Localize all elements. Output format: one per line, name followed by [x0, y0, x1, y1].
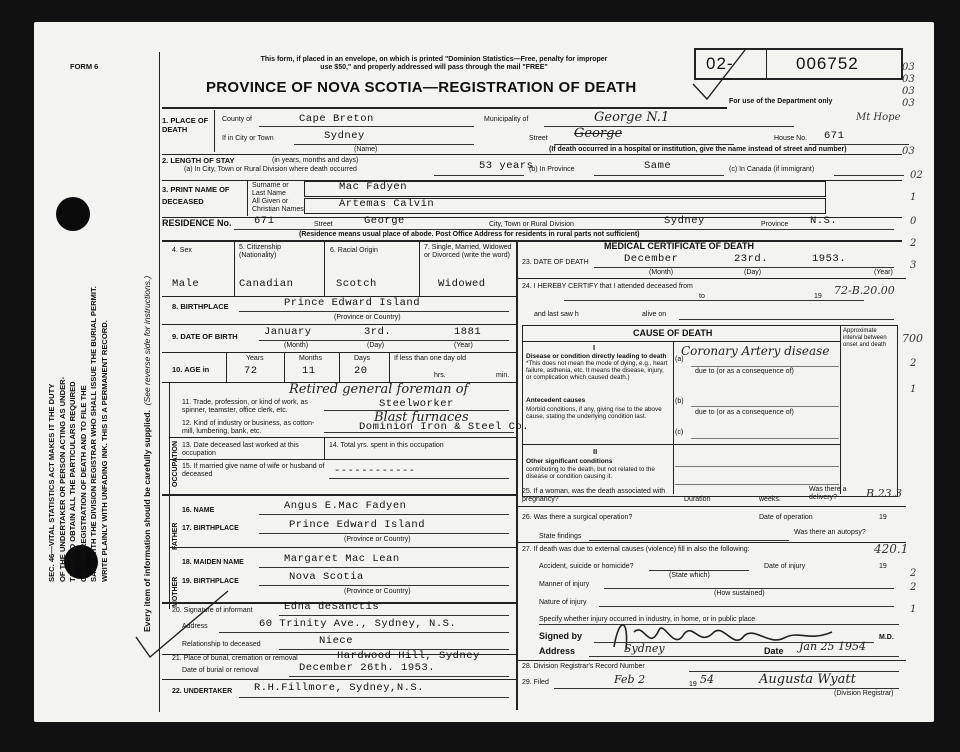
autopsy-label: Was there an autopsy? — [794, 529, 866, 536]
street-label: Street — [529, 135, 548, 142]
antecedent-sub: Morbid conditions, if any, giving rise to the above cause, stating the underlying condition last. — [526, 406, 662, 420]
right-margin-code: 03 — [902, 74, 915, 85]
q27-year: 19 — [879, 563, 887, 570]
industry-value: Dominion Iron & Steel Co. — [359, 421, 530, 433]
hrs-label: hrs. — [434, 372, 446, 379]
disease-label: Disease or condition directly leading to death — [526, 353, 667, 360]
department-use: For use of the Department only — [729, 98, 833, 105]
alive-on-label: alive on — [642, 311, 667, 318]
stay-province-label: (b) In Province — [529, 166, 575, 173]
sex-value: Male — [172, 278, 200, 290]
marital-label: 7. Single, Married, Widowed or Divorced (write the word) — [424, 244, 512, 259]
residence-city: Sydney — [664, 215, 705, 227]
right-margin-code: 1 — [910, 604, 917, 615]
marital-value: Widowed — [438, 278, 486, 290]
municipality-label: Municipality of — [484, 116, 529, 123]
signed-date: Jan 25 1954 — [799, 640, 867, 653]
death-year-sub: (Year) — [874, 269, 893, 276]
cert-codes: 72-B.20.00 — [834, 284, 895, 297]
mother-section-label: MOTHER — [172, 576, 179, 607]
burial-date: December 26th. 1953. — [299, 662, 436, 674]
punch-hole — [56, 197, 90, 231]
mother-birthplace: Nova Scotia — [289, 571, 364, 583]
burial-place-label: 21. Place of burial, cremation or removal — [172, 655, 298, 662]
residence-label: RESIDENCE No. — [162, 218, 232, 228]
trade-label: 11. Trade, profession, or kind of work, as spinner, teamster, office clerk, etc. — [182, 399, 308, 414]
right-margin-code: 3 — [910, 260, 917, 271]
spouse-label: 15. If married give name of wife or husband of deceased — [182, 463, 325, 478]
dob-day: 3rd. — [364, 326, 392, 338]
right-margin-code: 1 — [910, 384, 917, 395]
right-margin-code: 03 — [902, 86, 915, 97]
md-label: M.D. — [879, 634, 894, 641]
surname-value: Mac Fadyen — [339, 181, 408, 193]
right-margin-code: 03 — [902, 62, 915, 73]
certify-label: 24. I HEREBY CERTIFY that I attended deceased from — [522, 283, 693, 290]
residence-street-label: Street — [314, 221, 333, 228]
given-names-label: All Given or Christian Names — [252, 198, 304, 213]
interval-heading: Approximate interval between onset and death — [843, 328, 887, 348]
residence-province-label: Province — [761, 221, 789, 228]
length-of-stay-label: 2. LENGTH OF STAY — [162, 156, 235, 165]
county-label: County of — [222, 116, 252, 123]
less-than-day-label: If less than one day old — [394, 355, 466, 362]
street-strike: George — [574, 126, 623, 141]
filed-year: 54 — [700, 673, 714, 686]
stay-canada-label: (c) In Canada (if immigrant) — [729, 166, 815, 173]
total-years-label: 14. Total yrs. spent in this occupation — [329, 442, 444, 449]
length-of-stay-sub: (in years, months and days) — [272, 157, 359, 164]
q25-code: B.23.3 — [866, 487, 903, 500]
father-name: Angus E.Mac Fadyen — [284, 500, 407, 512]
due-to-a: due to (or as a consequence of) — [695, 368, 794, 375]
father-birthplace-label: 17. BIRTHPLACE — [182, 525, 239, 532]
age-years: 72 — [244, 365, 258, 377]
stay-city-label: (a) In City, Town or Rural Division where death occurred — [184, 166, 357, 173]
margin-physician-name: Dr.P.MacDonald. — [23, 611, 34, 702]
mail-notice: This form, if placed in an envelope, on which is printed "Dominion Statistics—Free, penalty for improper use $50," and properly addressed will pass through the mail "FREE" — [260, 56, 608, 71]
certify-to: to — [699, 293, 705, 300]
dob-year: 1881 — [454, 326, 482, 338]
right-margin-code: 0 — [910, 216, 917, 227]
age-years-label: Years — [246, 355, 264, 362]
dob-month: January — [264, 326, 312, 338]
citizenship-value: Canadian — [239, 278, 294, 290]
last-worked-label: 13. Date deceased last worked at this occupation — [182, 442, 299, 457]
racial-label: 6. Racial Origin — [330, 247, 378, 254]
dob-year-sub: (Year) — [454, 342, 473, 349]
age-months: 11 — [302, 365, 316, 377]
stay-city-value: 53 years — [479, 160, 534, 172]
right-margin-code: 03 — [902, 98, 915, 109]
death-month-sub: (Month) — [649, 269, 674, 276]
interval-note: 700 — [902, 332, 923, 345]
side-instructions: SEC. 46—VITAL STATISTICS ACT MAKES IT THE DUTY OF THE UNDERTAKER OR PERSON ACTING AS UNDER- TAKER TO OBTAIN ALL THE PARTICULARS REQUIRED ON THIS REGISTRATION OF DEATH AND TO FILE THE SAME WITH THE DIVISION REGISTRAR WHO SHALL ISSUE THE BURIAL PERMIT. WRITE PLAINLY WITH UNFADING INK. THIS IS A PERMANENT RECORD. — [47, 286, 109, 582]
section-i: I — [593, 343, 596, 352]
q26-year: 19 — [879, 514, 887, 521]
industry-label: 12. Kind of industry or business, as cotton-mill, lumbering, bank, etc. — [182, 420, 315, 435]
city-value: Sydney — [324, 130, 365, 142]
relationship-value: Niece — [319, 635, 354, 647]
house-label: House No. — [774, 135, 808, 142]
duration-label: Duration — [684, 496, 711, 503]
death-day-sub: (Day) — [744, 269, 762, 276]
right-margin-code: 2 — [910, 568, 917, 579]
house-value: 671 — [824, 130, 845, 142]
cause-a-value: Coronary Artery disease — [681, 344, 830, 358]
form-number: FORM 6 — [70, 62, 99, 71]
medical-address-label: Address — [539, 646, 576, 656]
registration-prefix: 02- — [706, 54, 734, 73]
father-birthplace-sub: (Province or Country) — [344, 536, 411, 543]
q25-label: 25. If a woman, was the death associated with pregnancy? — [522, 488, 666, 503]
filed-date: Feb 2 — [614, 673, 646, 686]
specify-label: Specify whether injury occurred in industry, in home, or in public place — [539, 616, 756, 623]
page-title: PROVINCE OF NOVA SCOTIA—REGISTRATION OF DEATH — [206, 79, 637, 96]
residence-city-label: City, Town or Rural Division — [489, 221, 574, 228]
side-note: Every item of information should be carefully supplied. (See reverse side for instructions.) — [142, 275, 152, 632]
due-to-b: due to (or as a consequence of) — [695, 409, 794, 416]
right-margin-code: 2 — [910, 238, 917, 249]
informant-address: 60 Trinity Ave., Sydney, N.S. — [259, 618, 457, 630]
industry-handwritten: Blast furnaces — [374, 410, 469, 425]
racial-value: Scotch — [336, 278, 377, 290]
right-margin-code: 02 — [910, 170, 923, 181]
informant-sig-label: 20. Signature of informant — [172, 607, 253, 614]
accident-label: Accident, suicide or homicide? — [539, 563, 634, 570]
checkmark-bottom — [132, 587, 232, 662]
cause-c-prefix: (c) — [675, 429, 684, 436]
delivery-label: Was there a delivery? — [809, 486, 847, 501]
q27-code: 420.1 — [874, 542, 909, 556]
burial-place: Hardwood Hill, Sydney — [337, 650, 480, 662]
cause-of-death-box — [522, 325, 898, 497]
section-ii: II — [593, 447, 598, 456]
signed-date-label: Date — [764, 646, 784, 656]
death-day: 23rd. — [734, 253, 769, 265]
undertaker-label: 22. UNDERTAKER — [172, 688, 233, 695]
medical-heading: MEDICAL CERTIFICATE OF DEATH — [604, 241, 754, 251]
name-label: 3. PRINT NAME OF DECEASED — [162, 185, 230, 206]
min-label: min. — [496, 372, 510, 379]
age-months-label: Months — [299, 355, 322, 362]
spouse-value: ------------ — [334, 465, 416, 477]
date-of-operation-label: Date of operation — [759, 514, 813, 521]
surname-label: Surname or Last Name — [252, 182, 289, 197]
q29-label: 29. Filed — [522, 679, 549, 686]
occupation-section-label: OCCUPATION — [172, 440, 179, 487]
right-margin-code: 2 — [910, 358, 917, 369]
stay-province-value: Same — [644, 160, 672, 172]
father-section-label: FATHER — [172, 522, 179, 550]
state-findings-label: State findings — [539, 533, 582, 540]
birthplace-label: 8. BIRTHPLACE — [172, 302, 229, 311]
registration-number: 006752 — [796, 54, 859, 73]
medical-address: Sydney — [624, 642, 665, 655]
municipality-note: Mt Hope — [856, 112, 901, 123]
filed-year-prefix: 19 — [689, 681, 697, 688]
residence-street: George — [364, 215, 405, 227]
division-registrar-signature: Augusta Wyatt — [759, 672, 856, 687]
father-birthplace: Prince Edward Island — [289, 519, 426, 531]
last-saw-label: and last saw h — [534, 311, 579, 318]
other-conditions-label: Other significant conditions — [526, 458, 613, 465]
mother-maiden-label: 18. MAIDEN NAME — [182, 559, 244, 566]
state-which: (State which) — [669, 572, 710, 579]
age-days: 20 — [354, 365, 368, 377]
other-conditions-sub: contributing to the death, but not related to the disease or condition causing it. — [526, 466, 655, 480]
residence-province: N.S. — [810, 215, 838, 227]
death-registration-form — [23, 22, 934, 722]
given-names-value: Artemas Calvin — [339, 198, 435, 210]
municipality-value: George N.1 — [594, 110, 670, 125]
citizenship-label: 5. Citizenship (Nationality) — [239, 244, 282, 259]
q27-label: 27. If death was due to external causes (violence) fill in also the following: — [522, 546, 750, 553]
q28-label: 28. Division Registrar's Record Number — [522, 663, 645, 670]
certify-year: 19 — [814, 293, 822, 300]
hospital-note: (If death occurred in a hospital or institution, give the name instead of street and number) — [549, 146, 847, 153]
residence-number: 671 — [254, 215, 275, 227]
sex-label: 4. Sex — [172, 247, 192, 254]
disease-sub: *This does not mean the mode of dying, e.g., heart failure, asthenia, etc. It means the disease, injury, or complication which caused death.) — [526, 360, 668, 381]
undertaker-value: R.H.Fillmore, Sydney,N.S. — [254, 682, 425, 694]
place-of-death-label: 1. PLACE OF DEATH — [162, 116, 209, 134]
right-margin-code: 1 — [910, 192, 917, 203]
trade-value: Steelworker — [379, 398, 454, 410]
cause-b-prefix: (b) — [675, 398, 684, 405]
how-sustained: (How sustained) — [714, 590, 765, 597]
weeks-label: weeks. — [759, 496, 781, 503]
right-margin-code: 03 — [902, 146, 915, 157]
mother-birthplace-label: 19. BIRTHPLACE — [182, 578, 239, 585]
cause-a-prefix: (a) — [675, 356, 684, 363]
residence-note: (Residence means usual place of abode. Post Office Address for residents in rural parts not sufficient) — [299, 231, 640, 238]
age-label: 10. AGE in — [172, 365, 210, 374]
division-registrar-label: (Division Registrar) — [834, 690, 894, 697]
name-sub-label: (Name) — [354, 146, 378, 153]
relationship-label: Relationship to deceased — [182, 641, 261, 648]
dob-month-sub: (Month) — [284, 342, 309, 349]
trade-handwritten: Retired general foreman of — [289, 382, 469, 397]
dob-label: 9. DATE OF BIRTH — [172, 332, 238, 341]
q26-label: 26. Was there a surgical operation? — [522, 514, 633, 521]
informant-name: Edna deSanctis — [284, 601, 380, 613]
city-label: If in City or Town — [222, 135, 274, 142]
date-of-injury-label: Date of injury — [764, 563, 806, 570]
dob-day-sub: (Day) — [367, 342, 385, 349]
death-month: December — [624, 253, 679, 265]
death-year: 1953. — [812, 253, 847, 265]
birthplace-sub: (Province or Country) — [334, 314, 401, 321]
nature-label: Nature of injury — [539, 599, 587, 606]
cause-heading: CAUSE OF DEATH — [633, 328, 713, 338]
manner-label: Manner of injury — [539, 581, 590, 588]
mother-name: Margaret Mac Lean — [284, 553, 400, 565]
right-margin-code: 2 — [910, 582, 917, 593]
age-days-label: Days — [354, 355, 370, 362]
date-of-death-label: 23. DATE OF DEATH — [522, 259, 589, 266]
burial-date-label: Date of burial or removal — [182, 667, 259, 674]
signed-by-label: Signed by — [539, 631, 583, 641]
county-value: Cape Breton — [299, 113, 374, 125]
informant-address-label: Address — [182, 623, 208, 630]
mother-birthplace-sub: (Province or Country) — [344, 588, 411, 595]
antecedent-label: Antecedent causes — [526, 397, 586, 404]
checkmark-top — [689, 44, 749, 104]
birthplace-value: Prince Edward Island — [284, 297, 421, 309]
father-name-label: 16. NAME — [182, 507, 215, 514]
